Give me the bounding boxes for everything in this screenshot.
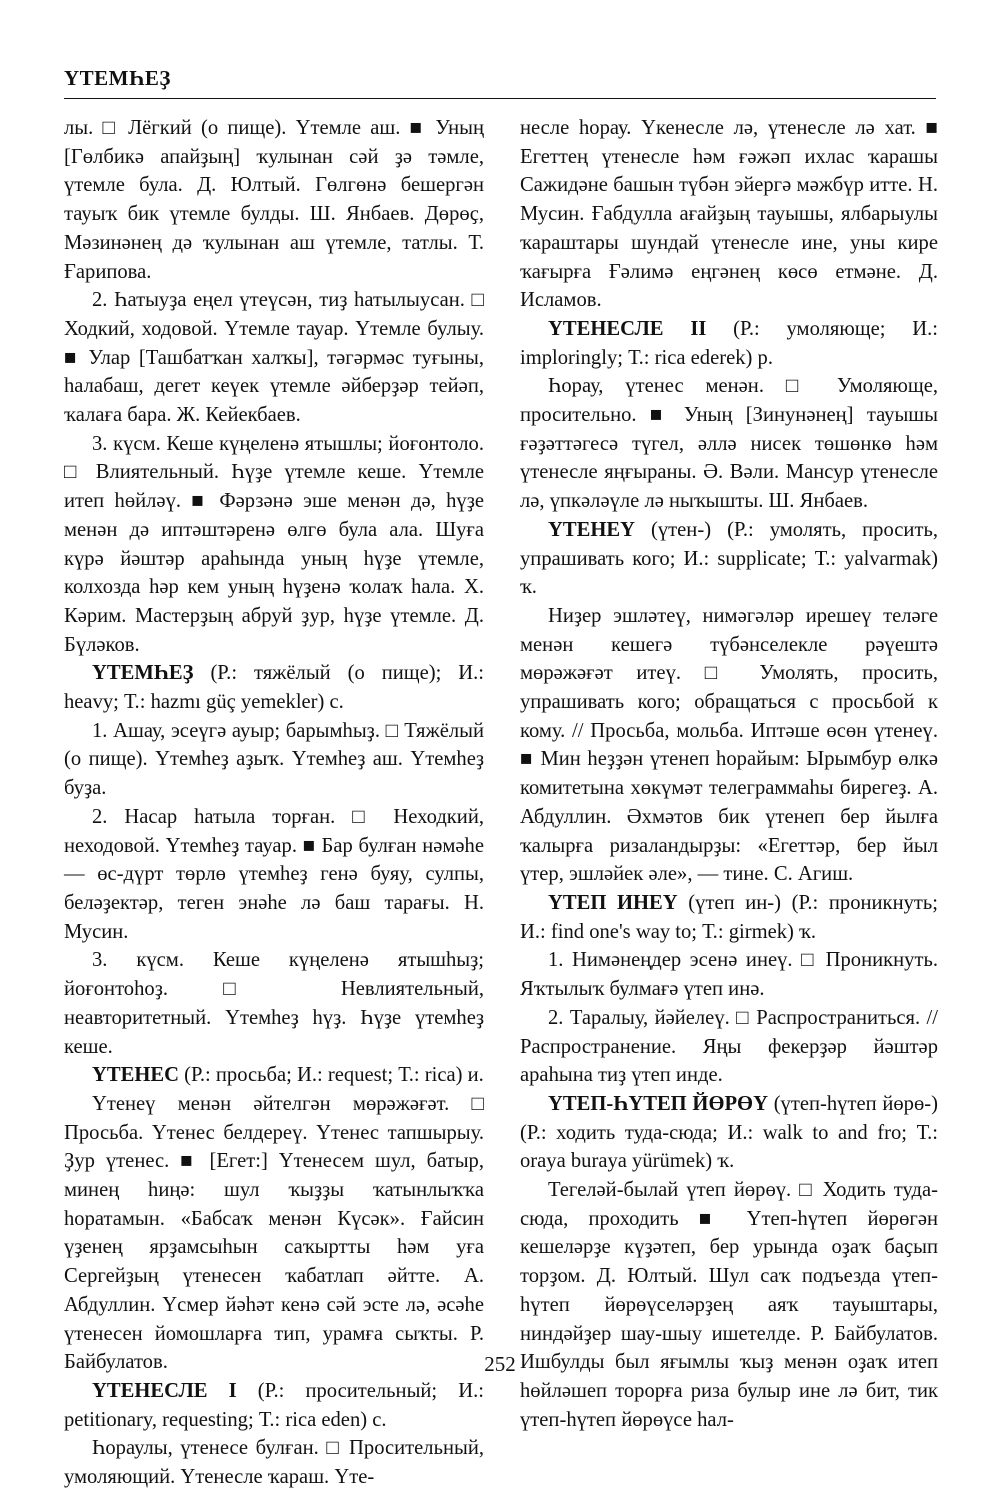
entry-paragraph: 2. Насар һатыла торған. □ Неходкий, неходовой. Үтемһеҙ тауар. ■ Бар булған нәмәһе — өс-дүрт төрлө үтемһеҙ генә буяу, сулпы, беләҙектәр, теген энәһе лә баш тарағы. Н. Мусин.	[64, 805, 484, 943]
entry-headword: ҮТЕНЕҮ (үтен-) (Р.: умолять, просить, упрашивать кого; И.: supplicate; Т.: yalvarmak) ҡ.	[520, 518, 938, 599]
headword: ҮТЕМҺЕҘ	[92, 662, 211, 685]
entry-headword: ҮТЕНЕСЛЕ II (Р.: умоляюще; И.: imploringly; Т.: rica ederek) р.	[520, 317, 938, 369]
entry-paragraph: 1. Ашау, эсеүгә ауыр; барымһыҙ. □ Тяжёлый (о пище). Үтемһеҙ аҙыҡ. Үтемһеҙ аш. Үтемһеҙ буҙа.	[64, 719, 484, 800]
page-number: 252	[484, 1352, 516, 1376]
entry-paragraph: 3. күсм. Кеше күңеленә ятышһыҙ; йоғонтоһоҙ. □ Невлиятельный, неавторитетный. Үтемһеҙ һүҙ. Һүҙе үтемһеҙ кеше.	[64, 949, 484, 1058]
entry-paragraph: 1. Нимәнеңдер эсенә инеү. □ Проникнуть. Яҡтылыҡ булмағә үтеп инә.	[520, 949, 938, 1001]
entry-headword: ҮТЕП ИНЕҮ (үтеп ин-) (Р.: проникнуть; И.: find one's way to; Т.: girmek) ҡ.	[520, 891, 938, 943]
headword: ҮТЕП ИНЕҮ	[548, 891, 689, 914]
right-column	[520, 114, 938, 1434]
headword: ҮТЕНЕҮ	[548, 518, 652, 541]
entry-paragraph: Үтенеү менән әйтелгән мөрәжәғәт. □ Просьба. Үтенес белдереү. Үтенес тапшырыу. Ҙур үтенес. ■ [Егет:] Үтенесем шул, батыр, минең һиңә: шул ҡыҙҙы ҡатынлыҡҡа һоратамын. «Бабсаҡ менән Күсәк». Ғайсин үҙенең ярҙамсыһын саҡыртты һәм уға Сергейҙың үтенесен ҡабатлап әйтте. А. Абдуллин. Үсмер йәһәт кенә сәй эсте лә, әсәһе үтенесен йомошларға тип, урамға сыҡты. Р. Байбулатов.	[64, 1092, 484, 1374]
headword: ҮТЕНЕС	[92, 1064, 185, 1087]
entry-paragraph: Һорау, үтенес менән. □ Умоляюще, просительно. ■ Уның [Зинунәнең] тауышы ғәҙәттәгесә түгел, әллә нисек төшөнкө һәм үтенесле яңғыраны. Ә. Вәли. Мансур үтенесле лә, үпкәләүле лә ныҡышты. Ш. Янбаев.	[520, 375, 938, 513]
running-head: ҮТЕМҺЕҘ	[64, 66, 172, 90]
entry-paragraph: Һораулы, үтенесе булған. □ Просительный, умоляющий. Үтенесле ҡараш. Үте-	[64, 1437, 484, 1489]
entry-paragraph: Тегеләй-былай үтеп йөрөү. □ Ходить туда-сюда, проходить ■ Үтеп-һүтеп йөрөгән кешеләрҙе күҙәтеп, бер урында оҙаҡ баҫып торҙом. Д. Юлтый. Шул саҡ подъезда үтеп-һүтеп йөрөүселәрҙең аяҡ тауыштары, ниндәйҙер шау-шыу ишетелде. Р. Байбулатов. Ишбулды был яғымлы ҡыҙ менән оҙаҡ итеп һөйләшеп торорға риза булыр ине лә бит, тик үтеп-һүтеп йөрөүсе һал-	[520, 1179, 938, 1431]
entry-headword: ҮТЕНЕСЛЕ I (Р.: просительный; И.: petitionary, requesting; Т.: rica eden) с.	[64, 1379, 484, 1431]
entry-paragraph: Ниҙер эшләтеү, нимәгәләр ирешеү теләге менән кешегә түбәнселекле рәүештә мөрәжәғәт итеү. □ Умолять, просить, упрашивать кого; обращаться с просьбой к кому. // Просьба, мольба. Иптәше өсөн үтенеү. ■ Мин һеҙҙән үтенеп һорайым: Ырымбур өлкә комитетына хөкүмәт телеграммаһы бирегеҙ. А. Абдуллин. Әхмәтов бик үтенеп бер йылға ҡалырға ризаландырҙы: «Егеттәр, бер йыл үтер, эшләйек әле», — тине. С. Агиш.	[520, 604, 938, 886]
entry-headword: ҮТЕМҺЕҘ (Р.: тяжёлый (о пище); И.: heavy; Т.: hazmı güç yemekler) с.	[64, 662, 484, 714]
headword: ҮТЕНЕСЛЕ I	[92, 1379, 258, 1402]
headword: ҮТЕНЕСЛЕ II	[548, 317, 734, 340]
header-rule	[64, 98, 936, 99]
headword: ҮТЕП-ҺҮТЕП ЙӨРӨҮ	[548, 1092, 774, 1115]
entry-headword: ҮТЕНЕС (Р.: просьба; И.: request; Т.: rica) и.	[92, 1064, 484, 1087]
entry-paragraph: 2. Һатыуҙа еңел үтеүсән, тиҙ һатылыусан. □ Ходкий, ходовой. Үтемле тауар. Үтемле булыу. ■ Улар [Ташбатҡан халҡы], тәгәрмәс туғыны, һалабаш, дегет кеүек үтемле әйберҙәр тейәп, ҡалаға бара. Ж. Кейекбаев.	[64, 289, 484, 427]
entry-paragraph: лы. □ Лёгкий (о пище). Үтемле аш. ■ Уның [Гөлбикә апайҙың] ҡулынан сәй ҙә тәмле, үтемле була. Д. Юлтый. Гөлгөнә бешергән тауыҡ бик үтемле булды. Ш. Янбаев. Дөрөҫ, Мәзинәнең дә ҡулынан аш үтемле, татлы. Т. Ғарипова.	[64, 117, 484, 283]
entry-headword: ҮТЕП-ҺҮТЕП ЙӨРӨҮ (үтеп-һүтеп йөрө-) (Р.: ходить туда-сюда; И.: walk to and fro; Т.: oraya buraya yürümek) ҡ.	[520, 1092, 938, 1173]
entry-paragraph: 2. Таралыу, йәйелеү. □ Распространиться. // Распространение. Яңы фекерҙәр йәштәр араһына тиҙ үтеп инде.	[520, 1006, 938, 1087]
entry-paragraph: 3. күсм. Кеше күңеленә ятышлы; йоғонтоло. □ Влиятельный. Һүҙе үтемле кеше. Үтемле итеп һөйләү. ■ Фәрзәнә эше менән дә, һүҙе менән дә иптәштәренә өлгө була ала. Шуға күрә йәштәр араһында уның һүҙе үтемле, колхозда һәр кем уның һүҙенә ҡолаҡ һала. Х. Кәрим. Мастерҙың абруй ҙур, һүҙе үтемле. Д. Бүләков.	[64, 432, 484, 656]
entry-paragraph: несле һорау. Үкенесле лә, үтенесле лә хат. ■ Егеттең үтенесле һәм ғәжәп ихлас ҡарашы Сажидәне башын түбән эйергә мәжбүр итте. Н. Мусин. Ғабдулла ағайҙың тауышы, ялбарыулы ҡараштары шундай үтенесле ине, уны кире ҡағырға Ғәлимә еңгәнең көсө етмәне. Д. Исламов.	[520, 117, 938, 312]
left-column	[64, 114, 484, 1492]
